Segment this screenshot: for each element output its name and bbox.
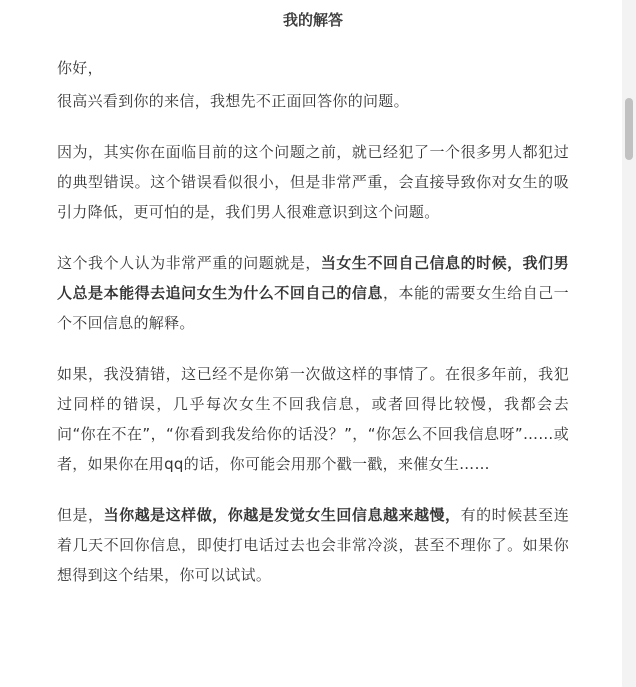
intro-paragraph: 很高兴看到你的来信，我想先不正面回答你的问题。 xyxy=(57,92,409,110)
article-body xyxy=(57,0,569,590)
greeting-paragraph: 你好， xyxy=(57,59,103,77)
consequence-emphasis: 当你越是这样做，你越是发觉女生回信息越来越慢， xyxy=(103,506,461,524)
scrollbar-thumb[interactable] xyxy=(625,98,633,160)
consequence-lead: 但是， xyxy=(57,506,104,524)
vertical-scrollbar[interactable] xyxy=(622,0,636,687)
key-problem-tail: ，本能的需要女生给自己一个不回信息的解释。 xyxy=(57,284,569,332)
key-problem-paragraph xyxy=(57,248,569,338)
experience-paragraph: 如果，我没猜错，这已经不是你第一次做这样的事情了。在很多年前，我犯过同样的错误，几乎每次女生不回我信息，或者回得比较慢，我都会去问“你在不在”，“你看到我发给你的话没？”，“你怎么不回我信息呀”……或者，如果你在用qq的话，你可能会用那个戳一戳，来催女生…… xyxy=(57,365,569,473)
consequence-tail: 有的时候甚至连着几天不回你信息，即使打电话过去也会非常冷淡，甚至不理你了。如果你想得到这个结果，你可以试试。 xyxy=(57,506,570,584)
key-problem-lead: 这个我个人认为非常严重的问题就是， xyxy=(57,254,321,272)
explanation-paragraph: 因为，其实你在面临目前的这个问题之前，就已经犯了一个很多男人都犯过的典型错误。这个错误看似很小，但是非常严重，会直接导致你对女生的吸引力降低，更可怕的是，我们男人很难意识到这个问题。 xyxy=(57,143,569,221)
consequence-paragraph xyxy=(57,500,569,590)
key-problem-emphasis: 当女生不回自己信息的时候，我们男人总是本能得去追问女生为什么不回自己的信息 xyxy=(57,254,569,302)
article-title: 我的解答 xyxy=(282,11,343,29)
